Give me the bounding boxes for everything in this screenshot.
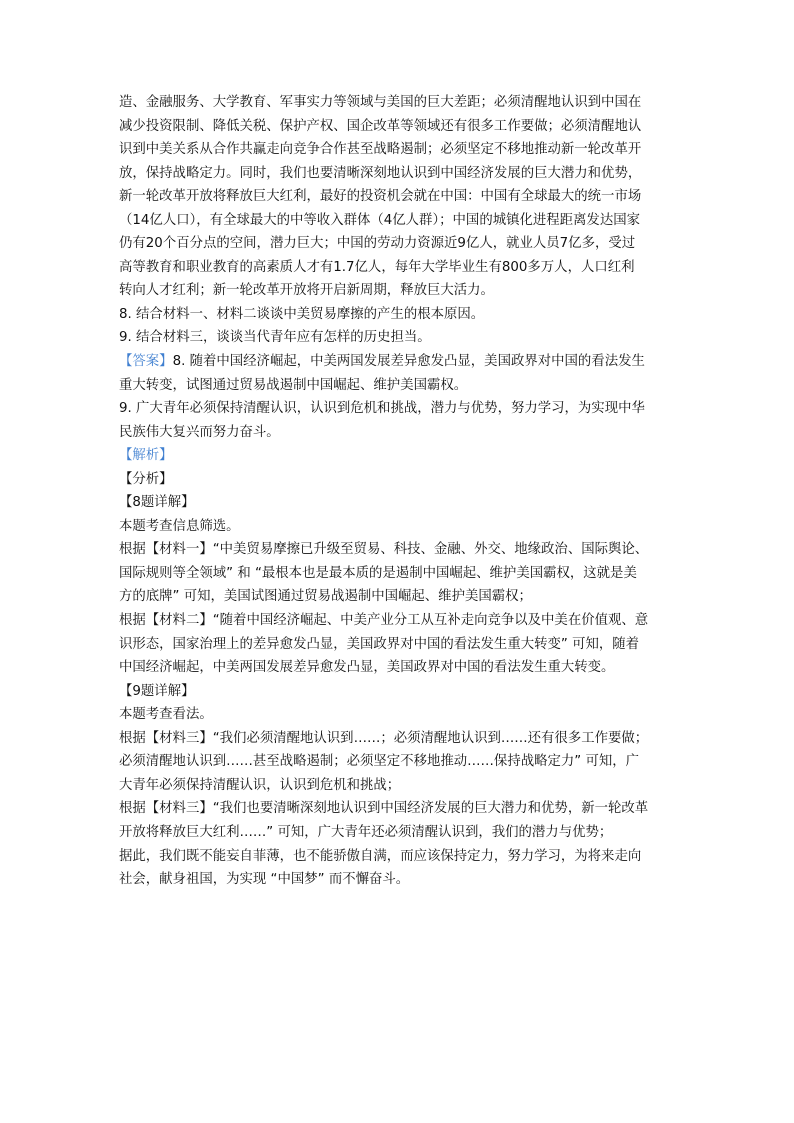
detail-9-line: 大青年必须保持清醒认识，认识到危机和挑战； (119, 777, 401, 793)
answer-8-line (119, 350, 679, 374)
detail-9-line: 根据【材料三】“我们必须清醒地认识到……；必须清醒地认识到……还有很多工作要做； (119, 730, 649, 746)
body-text-line: 高等教育和职业教育的高素质人才有1.7亿人，每年大学毕业生有800多万人，人口红利 (119, 259, 635, 275)
body-text-line: 识到中美关系从合作共赢走向竞争合作甚至战略遏制；必须坚定不移地推动新一轮改革开 (119, 142, 642, 158)
body-text-line: 造、金融服务、大学教育、军事实力等领域与美国的巨大差距；必须清醒地认识到中国在 (119, 95, 642, 110)
detail-9-line: 据此，我们既不能妄自菲薄，也不能骄傲自满，而应该保持定力，努力学习，为将来走向 (119, 848, 642, 864)
detail-9-intro: 本题考查看法。 (119, 707, 213, 723)
document-page (119, 91, 679, 892)
detail-8-line: 方的底牌” 可知，美国试图通过贸易战遏制中国崛起、维护美国霸权； (119, 589, 532, 605)
detail-8-intro: 本题考查信息筛选。 (119, 518, 240, 534)
detail-9-line: 必须清醒地认识到……甚至战略遏制；必须坚定不移地推动……保持战略定力” 可知，广 (119, 754, 640, 770)
body-text-line: 减少投资限制、降低关税、保护产权、国企改革等领域还有很多工作要做；必须清醒地认 (119, 118, 642, 134)
answer-tag: 【答案】 (119, 354, 173, 370)
body-text-line: （14亿人口），有全球最大的中等收入群体（4亿人群）；中国的城镇化进程距离发达国家 (119, 212, 640, 228)
analysis-heading (119, 444, 679, 468)
detail-9-line: 社会，献身祖国，为实现 “中国梦” 而不懈奋斗。 (119, 872, 410, 888)
detail-9-title: 【9题详解】 (119, 683, 195, 699)
body-text-line: 仍有20个百分点的空间，潜力巨大；中国的劳动力资源近9亿人，就业人员7亿多，受过 (119, 236, 636, 252)
detail-9-line: 开放将释放巨大红利……” 可知，广大青年还必须清醒认识到，我们的潜力与优势； (119, 824, 613, 840)
body-text-line: 新一轮改革开放将释放巨大红利，最好的投资机会就在中国：中国有全球最大的统一市场 (119, 189, 642, 205)
question-9: 9. 结合材料三，谈谈当代青年应有怎样的历史担当。 (119, 330, 431, 346)
detail-8-line: 国际规则等全领域” 和 “最根本也是最本质的是遏制中国崛起、维护美国霸权，这就是美 (119, 565, 637, 581)
detail-8-line: 根据【材料一】“中美贸易摩擦已升级至贸易、科技、金融、外交、地缘政治、国际舆论、 (119, 542, 649, 558)
fenxi-heading: 【分析】 (119, 471, 173, 487)
body-text-line: 转向人才红利；新一轮改革开放将开启新周期，释放巨大活力。 (119, 283, 494, 299)
detail-8-line: 识形态，国家治理上的差异愈发凸显，美国政界对中国的看法发生重大转变” 可知，随着 (119, 636, 640, 652)
answer-8-text: 8. 随着中国经济崛起，中美两国发展差异愈发凸显，美国政界对中国的看法发生 (172, 354, 645, 370)
answer-8-line-2: 重大转变，试图通过贸易战遏制中国崛起、维护美国霸权。 (119, 377, 468, 393)
answer-9-line: 9. 广大青年必须保持清醒认识，认识到危机和挑战，潜力与优势，努力学习，为实现中华 (119, 401, 645, 417)
answer-9-line-2: 民族伟大复兴而努力奋斗。 (119, 424, 280, 440)
body-text-line: 放，保持战略定力。同时，我们也要清晰深刻地认识到中国经济发展的巨大潜力和优势， (119, 165, 642, 181)
analysis-tag: 【解析】 (119, 448, 173, 464)
detail-8-line: 根据【材料二】“随着中国经济崛起、中美产业分工从互补走向竞争以及中美在价值观、意 (119, 613, 649, 629)
detail-8-line: 中国经济崛起，中美两国发展差异愈发凸显，美国政界对中国的看法发生重大转变。 (119, 660, 615, 676)
detail-9-line: 根据【材料三】“我们也要清晰深刻地认识到中国经济发展的巨大潜力和优势，新一轮改革 (119, 801, 649, 817)
question-8: 8. 结合材料一、材料二谈谈中美贸易摩擦的产生的根本原因。 (119, 306, 485, 322)
detail-8-title: 【8题详解】 (119, 495, 195, 511)
